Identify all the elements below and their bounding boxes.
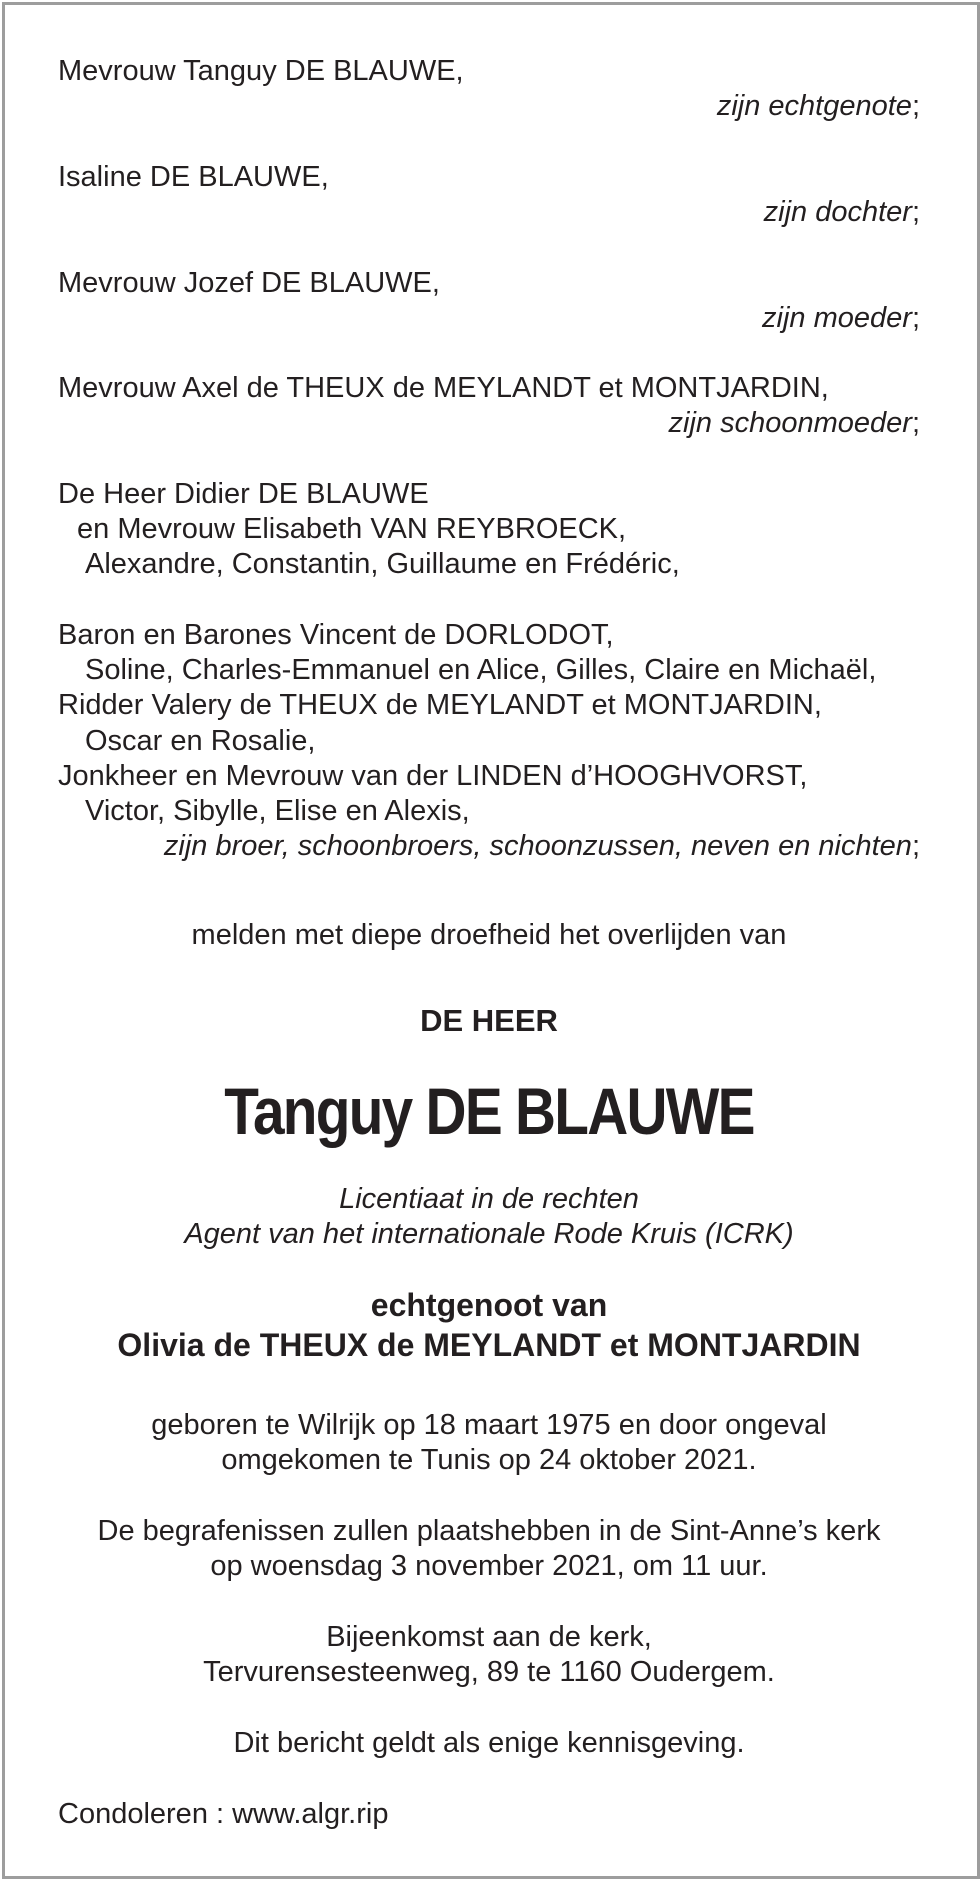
family-line: Ridder Valery de THEUX de MEYLANDT et MONTJARDIN, <box>58 689 822 721</box>
relative-name-mother: Mevrouw Jozef DE BLAUWE, <box>58 267 440 299</box>
credential-line: Agent van het internationale Rode Kruis (ICRK) <box>184 1218 794 1250</box>
relative-name-wife: Mevrouw Tanguy DE BLAUWE, <box>58 55 464 87</box>
birth-death-line: geboren te Wilrijk op 18 maart 1975 en door ongeval <box>151 1409 827 1441</box>
family-relation <box>164 829 920 864</box>
relation-punct: ; <box>911 830 920 862</box>
funeral-line: De begrafenissen zullen plaatshebben in de Sint-Anne’s kerk <box>97 1515 881 1547</box>
credential-line: Licentiaat in de rechten <box>339 1183 639 1215</box>
relation-mother-in-law <box>669 406 920 441</box>
deceased-name: Tanguy DE BLAUWE <box>224 1074 754 1148</box>
relation-mother <box>762 301 920 336</box>
relation-daughter <box>764 195 920 230</box>
relation-text: zijn moeder <box>762 302 912 334</box>
condolences-link[interactable]: Condoleren : www.algr.rip <box>58 1798 389 1830</box>
relation-punct: ; <box>911 407 920 439</box>
family-line: De Heer Didier DE BLAUWE <box>58 478 429 510</box>
relation-text: zijn schoonmoeder <box>668 407 912 439</box>
funeral-line: op woensdag 3 november 2021, om 11 uur. <box>210 1550 768 1582</box>
family-line: Victor, Sibylle, Elise en Alexis, <box>85 795 470 827</box>
relative-name-mother-in-law: Mevrouw Axel de THEUX de MEYLANDT et MONTJARDIN, <box>58 372 829 404</box>
spouse-label: echtgenoot van <box>370 1287 608 1323</box>
relation-punct: ; <box>911 196 920 228</box>
relation-text: zijn broer, schoonbroers, schoonzussen, neven en nichten <box>163 830 912 862</box>
family-line: Oscar en Rosalie, <box>85 725 316 757</box>
relation-punct: ; <box>911 90 920 122</box>
announcement: melden met diepe droefheid het overlijden van <box>191 919 787 951</box>
relation-punct: ; <box>911 302 920 334</box>
gathering-line: Bijeenkomst aan de kerk, <box>326 1621 652 1653</box>
gathering-line: Tervurensesteenweg, 89 te 1160 Oudergem. <box>203 1656 775 1688</box>
family-line: en Mevrouw Elisabeth VAN REYBROECK, <box>77 513 627 545</box>
family-line: Alexandre, Constantin, Guillaume en Frédéric, <box>85 548 680 580</box>
spouse-name: Olivia de THEUX de MEYLANDT et MONTJARDIN <box>117 1327 861 1363</box>
family-line: Soline, Charles-Emmanuel en Alice, Gilles, Claire en Michaël, <box>85 654 877 686</box>
relation-text: zijn echtgenote <box>716 90 912 122</box>
notice-statement: Dit bericht geldt als enige kennisgeving. <box>233 1727 745 1759</box>
family-line: Baron en Barones Vincent de DORLODOT, <box>58 619 614 651</box>
relation-text: zijn dochter <box>763 196 912 228</box>
title-prefix: DE HEER <box>420 1003 558 1038</box>
birth-death-line: omgekomen te Tunis op 24 oktober 2021. <box>221 1444 757 1476</box>
relative-name-daughter: Isaline DE BLAUWE, <box>58 161 329 193</box>
family-line: Jonkheer en Mevrouw van der LINDEN d’HOOGHVORST, <box>58 760 808 792</box>
relation-wife <box>717 89 920 124</box>
